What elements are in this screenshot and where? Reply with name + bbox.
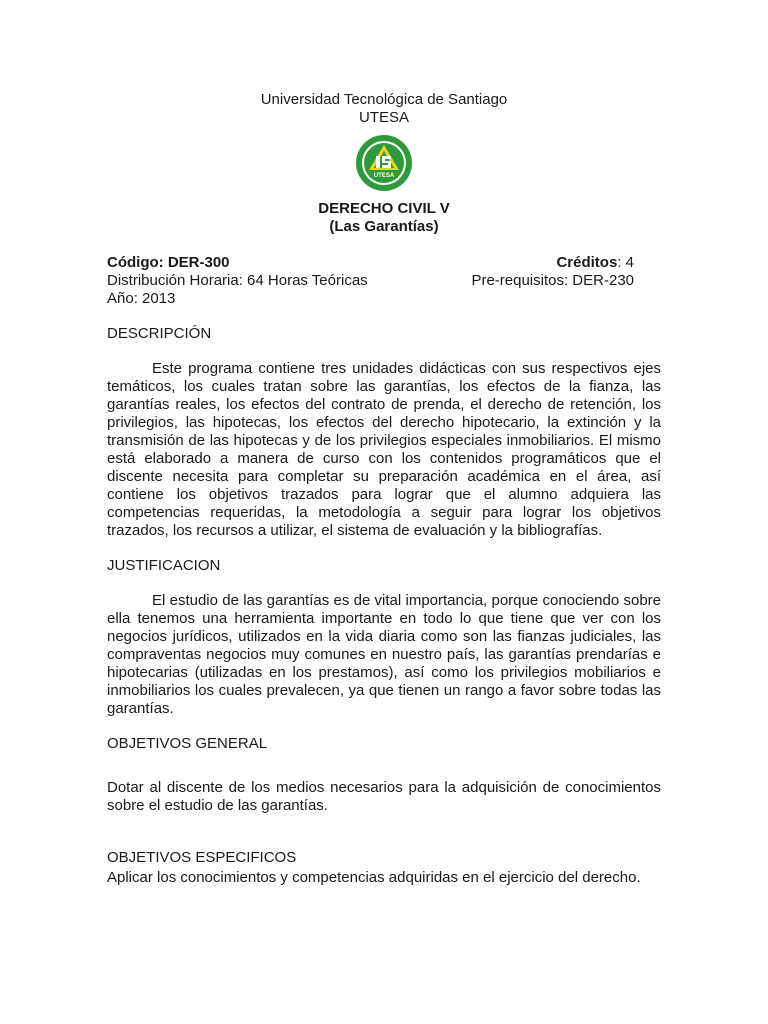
course-title: DERECHO CIVIL V <box>318 200 450 217</box>
course-meta <box>107 254 661 308</box>
hours-distribution: Distribución Horaria: 64 Horas Teóricas <box>107 272 368 289</box>
meta-row-code <box>107 254 634 272</box>
course-subtitle: (Las Garantías) <box>329 218 439 235</box>
objetivos-especificos-text: Aplicar los conocimientos y competencias adquiridas en el ejercicio del derecho. <box>107 869 641 886</box>
meta-row-hours <box>107 272 634 290</box>
header-block <box>107 91 661 127</box>
course-title-block <box>107 200 661 236</box>
utesa-seal-icon <box>355 134 413 192</box>
prerequisites: Pre-requisitos: DER-230 <box>471 272 634 289</box>
section-title-descripcion: DESCRIPCIÓN <box>107 325 212 342</box>
descripcion-text: Este programa contiene tres unidades didácticas con sus respectivos ejes temáticos, los cuales tratan sobre las garantías, los efectos de la fianza, las garantías reales, los efectos del contrato de prenda, el derecho de retención, los privilegios, las hipotecas, los efectos del derecho hipotecario, la extinción y la transmisión de las hipotecas y de los privilegios especiales inmobiliarios. El mismo está elaborado a manera de curso con los contenidos programáticos que el discente necesita para completar su preparación académica en el área, así contiene los objetivos trazados para lograr que el alumno adquiera las competencias requeridas, la metodología a seguir para lograr los objetivos trazados, los recursos a utilizar, el sistema de evaluación y la bibliografías. <box>107 360 661 539</box>
university-logo <box>107 134 661 192</box>
course-code: Código: DER-300 <box>107 254 230 271</box>
university-acronym: UTESA <box>358 109 409 126</box>
credits-label: Créditos <box>556 254 618 271</box>
justificacion-text: El estudio de las garantías es de vital importancia, porque conociendo sobre ella tenemos una herramienta importante en todo lo que tiene que ver con los negocios jurídicos, utilizados en la vida diaria como son las fianzas judiciales, las compraventas negocios muy comunes en nuestro país, las garantías prendarías e hipotecarias (utilizadas en los prestamos), así como los privilegios mobiliarios e inmobiliarios los cuales prevalecen, ya que tienen un rango a favor sobre todas las garantías. <box>107 592 661 717</box>
logo-text: UTESA <box>373 173 395 179</box>
credits <box>556 254 634 272</box>
credits-value: : 4 <box>617 254 634 271</box>
section-title-justificacion: JUSTIFICACION <box>107 557 221 574</box>
document-page <box>107 91 661 887</box>
objetivo-general-text: Dotar al discente de los medios necesarios para la adquisición de conocimientos sobre el estudio de las garantías. <box>107 779 661 814</box>
university-name: Universidad Tecnológica de Santiago <box>260 91 508 108</box>
course-year: Año: 2013 <box>107 290 176 307</box>
section-title-objetivos-especificos: OBJETIVOS ESPECIFICOS <box>107 849 297 866</box>
section-title-objetivo-general: OBJETIVOS GENERAL <box>107 735 268 752</box>
